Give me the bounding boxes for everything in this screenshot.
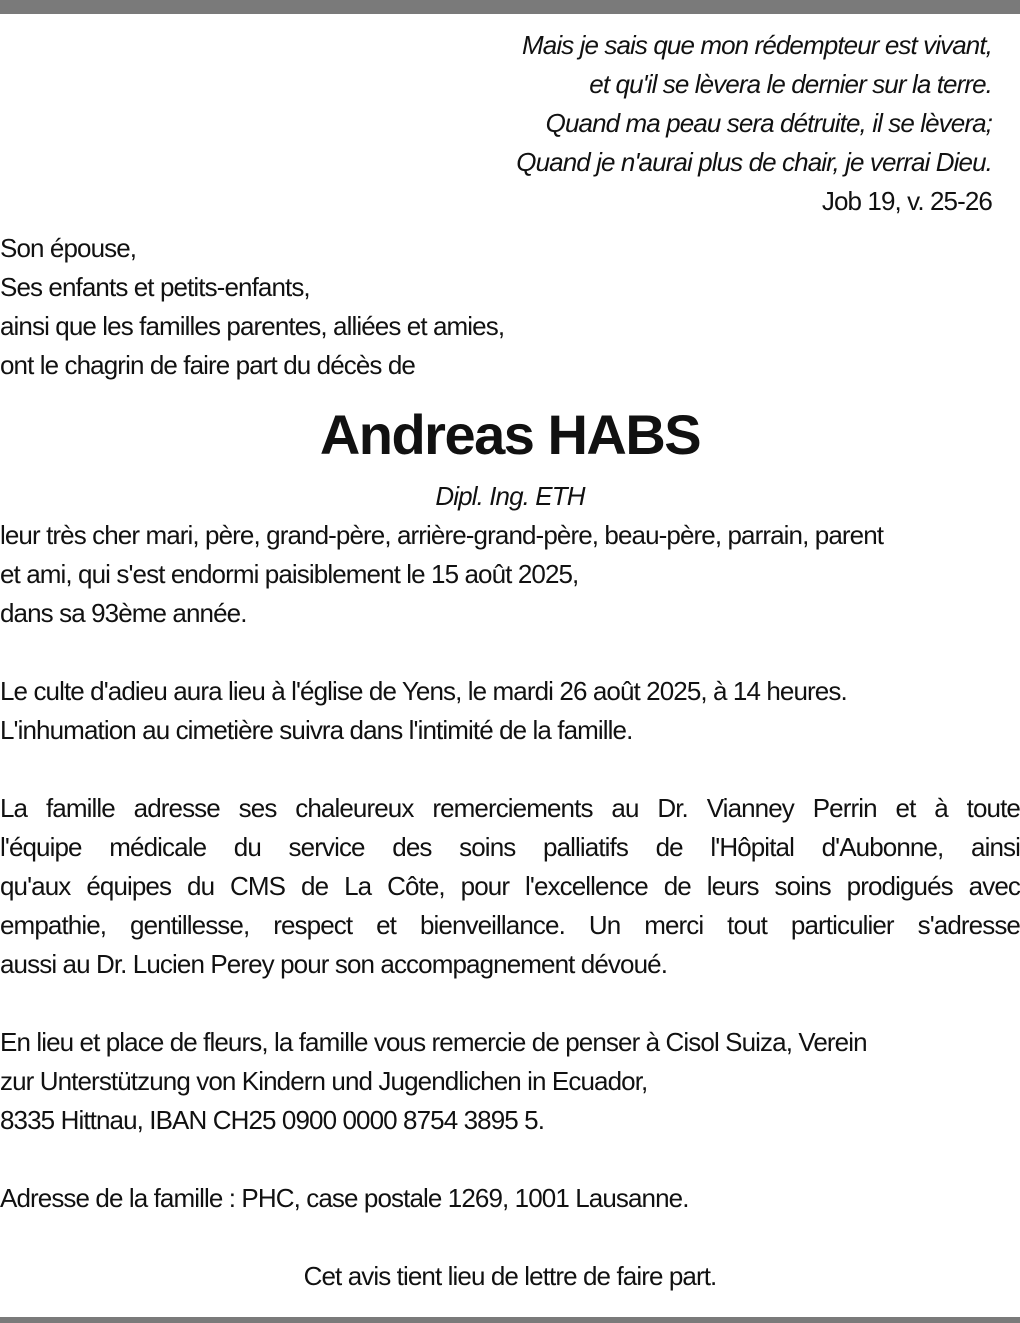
closing-note: Cet avis tient lieu de lettre de faire part. [303,1261,717,1291]
paragraph-spacer [0,1218,1020,1257]
verse-line: Quand ma peau sera détruite, il se lèvera; [545,108,992,138]
intro-line: ont le chagrin de faire part du décès de [0,350,415,380]
verse-line: Quand je n'aurai plus de chair, je verrai Dieu. [516,147,992,177]
thanks-line: aussi au Dr. Lucien Perey pour son accompagnement dévoué. [0,949,668,979]
ceremony-line: Le culte d'adieu aura lieu à l'église de Yens, le mardi 26 août 2025, à 14 heures. [0,676,847,706]
top-rule [0,0,1020,14]
donation-line: 8335 Hittnau, IBAN CH25 0900 0000 8754 3895 5. [0,1105,545,1135]
family-intro [0,229,1020,385]
donation-paragraph [0,1023,1020,1140]
ceremony-line: L'inhumation au cimetière suivra dans l'intimité de la famille. [0,715,633,745]
family-address: Adresse de la famille : PHC, case postale 1269, 1001 Lausanne. [0,1183,689,1213]
deceased-name: Andreas HABS [319,403,701,466]
description-paragraph [0,516,1020,633]
paragraph-spacer [0,1140,1020,1179]
obituary-notice [0,26,1020,1296]
bottom-rule [0,1317,1020,1323]
thanks-paragraph [0,789,1020,984]
paragraph-spacer [0,984,1020,1023]
paragraph-spacer [0,750,1020,789]
verse-line: Mais je sais que mon rédempteur est vivant, [522,30,992,60]
donation-line: En lieu et place de fleurs, la famille vous remercie de penser à Cisol Suiza, Verein [0,1027,867,1057]
description-line: leur très cher mari, père, grand-père, arrière-grand-père, beau-père, parrain, parent [0,520,884,550]
verse-line: et qu'il se lèvera le dernier sur la terre. [589,69,992,99]
thanks-line: La famille adresse ses chaleureux remerciements au Dr. Vianney Perrin et à toute [0,793,1020,823]
description-line: dans sa 93ème année. [0,598,247,628]
thanks-line: empathie, gentillesse, respect et bienveillance. Un merci tout particulier s'adresse [0,910,1020,940]
paragraph-spacer [0,633,1020,672]
intro-line: ainsi que les familles parentes, alliées et amies, [0,311,505,341]
thanks-line: qu'aux équipes du CMS de La Côte, pour l'excellence de leurs soins prodigués avec [0,871,1020,901]
deceased-title: Dipl. Ing. ETH [435,481,585,511]
ceremony-paragraph [0,672,1020,750]
intro-line: Son épouse, [0,233,137,263]
intro-line: Ses enfants et petits-enfants, [0,272,310,302]
donation-line: zur Unterstützung von Kindern und Jugendlichen in Ecuador, [0,1066,648,1096]
bible-verse [0,26,1020,221]
thanks-line: l'équipe médicale du service des soins palliatifs de l'Hôpital d'Aubonne, ainsi [0,832,1020,862]
description-line: et ami, qui s'est endormi paisiblement le 15 août 2025, [0,559,579,589]
verse-reference: Job 19, v. 25-26 [821,186,992,216]
